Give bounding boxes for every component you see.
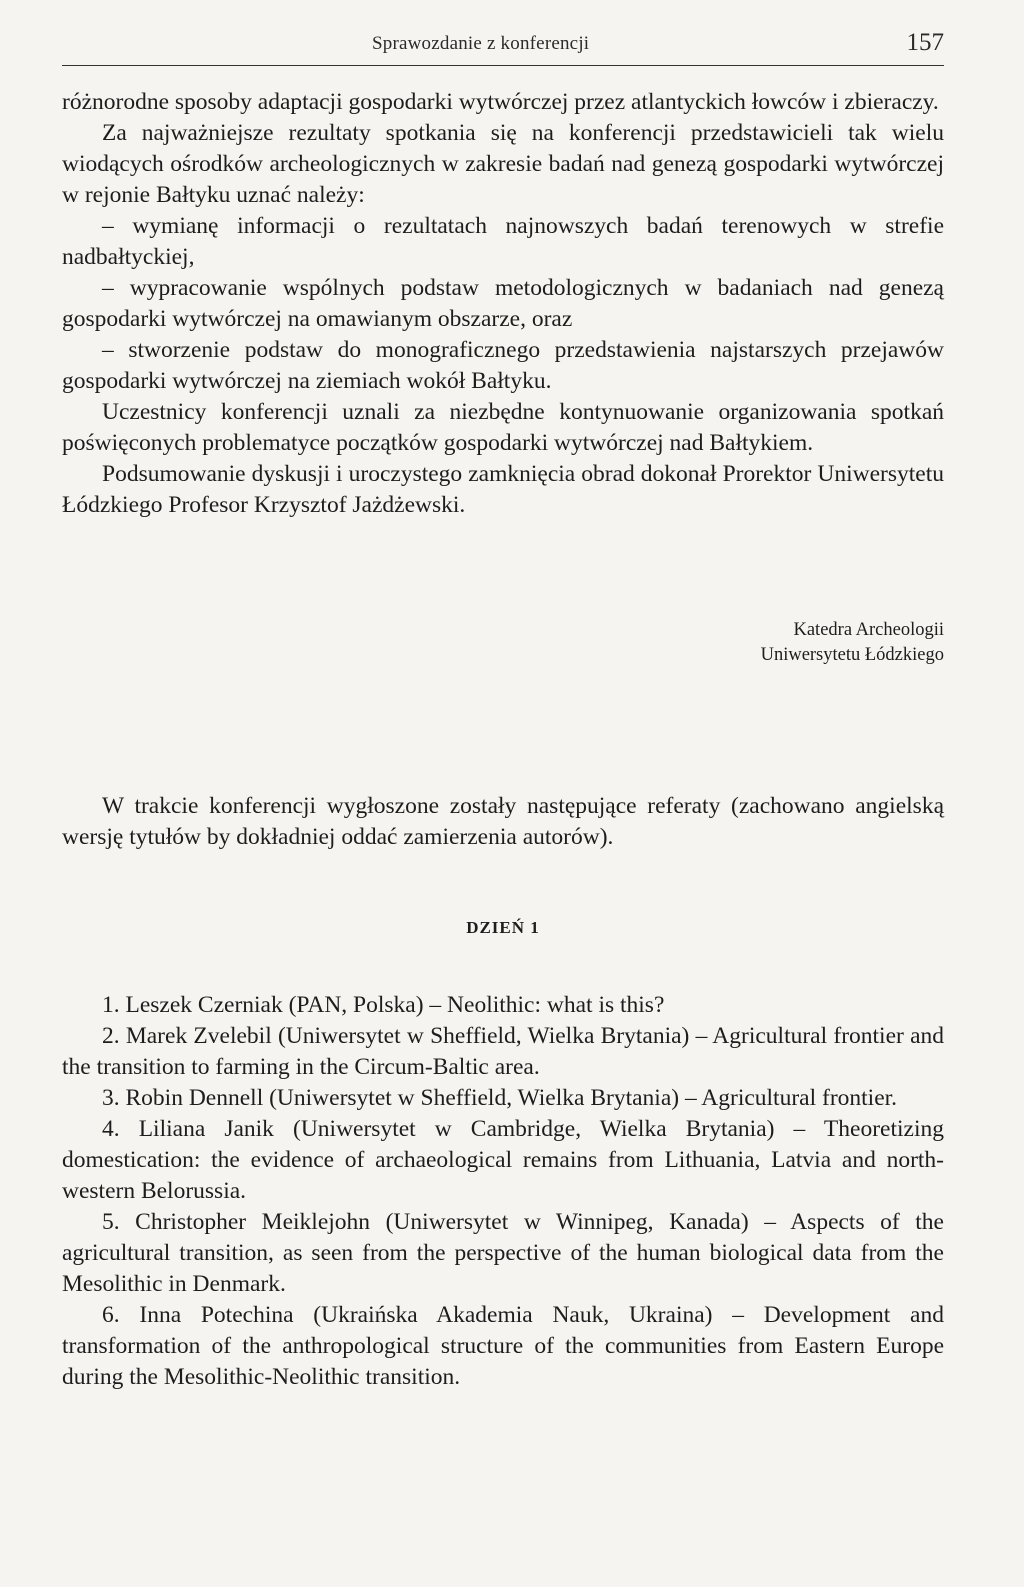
- affiliation-department: Katedra Archeologii: [793, 620, 944, 640]
- papers-intro: [62, 791, 944, 853]
- list-item: 5. Christopher Meiklejohn (Uniwersytet w Winnipeg, Kanada) – Aspects of the agricultural transition, as seen from the perspective of the human biological data from the Mesolithic in Denmark.: [62, 1209, 944, 1297]
- list-item: 4. Liliana Janik (Uniwersytet w Cambridge, Wielka Brytania) – Theoretizing domestication: the evidence of archaeological remains from Lithuania, Latvia and north-western Belorussia.: [62, 1116, 944, 1204]
- paragraph-participants: Uczestnicy konferencji uznali za niezbędne kontynuowanie organizowania spotkań poświęconych problematyce początków gospodarki wytwórczej nad Bałtykiem.: [62, 399, 944, 456]
- page-header: [62, 31, 944, 66]
- paragraph-summary: Podsumowanie dyskusji i uroczystego zamknięcia obrad dokonał Prorektor Uniwersytetu Łódzkiego Profesor Krzysztof Jażdżewski.: [62, 461, 944, 518]
- list-item: 6. Inna Potechina (Ukraińska Akademia Nauk, Ukraina) – Development and transformation of the anthropological structure of the communities from Eastern Europe during the Mesolithic-Neolithic transition.: [62, 1302, 944, 1390]
- paragraph-results: Za najważniejsze rezultaty spotkania się na konferencji przedstawicieli tak wielu wiodących ośrodków archeologicznych w zakresie badań nad genezą gospodarki wytwórczej w rejonie Bałtyku uznać należy:: [62, 120, 944, 208]
- document-page: [62, 0, 944, 1587]
- author-affiliation: [761, 618, 944, 668]
- paragraph-continuation: różnorodne sposoby adaptacji gospodarki wytwórczej przez atlantyckich łowców i zbieraczy.: [62, 89, 939, 115]
- list-item-exchange: – wymianę informacji o rezultatach najnowszych badań terenowych w strefie nadbałtyckiej,: [62, 213, 944, 270]
- affiliation-university: Uniwersytetu Łódzkiego: [760, 645, 944, 665]
- running-title: Sprawozdanie z konferencji: [372, 33, 590, 54]
- list-item-monograph: – stworzenie podstaw do monograficznego przedstawienia najstarszych przejawów gospodarki wytwórczej na ziemiach wokół Bałtyku.: [62, 337, 944, 394]
- page-number: 157: [906, 29, 944, 56]
- list-item: 3. Robin Dennell (Uniwersytet w Sheffield, Wielka Brytania) – Agricultural frontier.: [102, 1085, 898, 1111]
- day-heading: DZIEŃ 1: [466, 918, 540, 937]
- list-item-methodology: – wypracowanie wspólnych podstaw metodologicznych w badaniach nad genezą gospodarki wytwórczej na omawianym obszarze, oraz: [62, 275, 944, 332]
- papers-intro-text: W trakcie konferencji wygłoszone zostały następujące referaty (zachowano angielską wersję tytułów by dokładniej oddać zamierzenia autorów).: [62, 793, 944, 850]
- report-body: [62, 87, 944, 521]
- papers-list: [62, 990, 944, 1393]
- list-item: 1. Leszek Czerniak (PAN, Polska) – Neolithic: what is this?: [102, 992, 665, 1018]
- list-item: 2. Marek Zvelebil (Uniwersytet w Sheffield, Wielka Brytania) – Agricultural frontier and the transition to farming in the Circum-Baltic area.: [62, 1023, 944, 1080]
